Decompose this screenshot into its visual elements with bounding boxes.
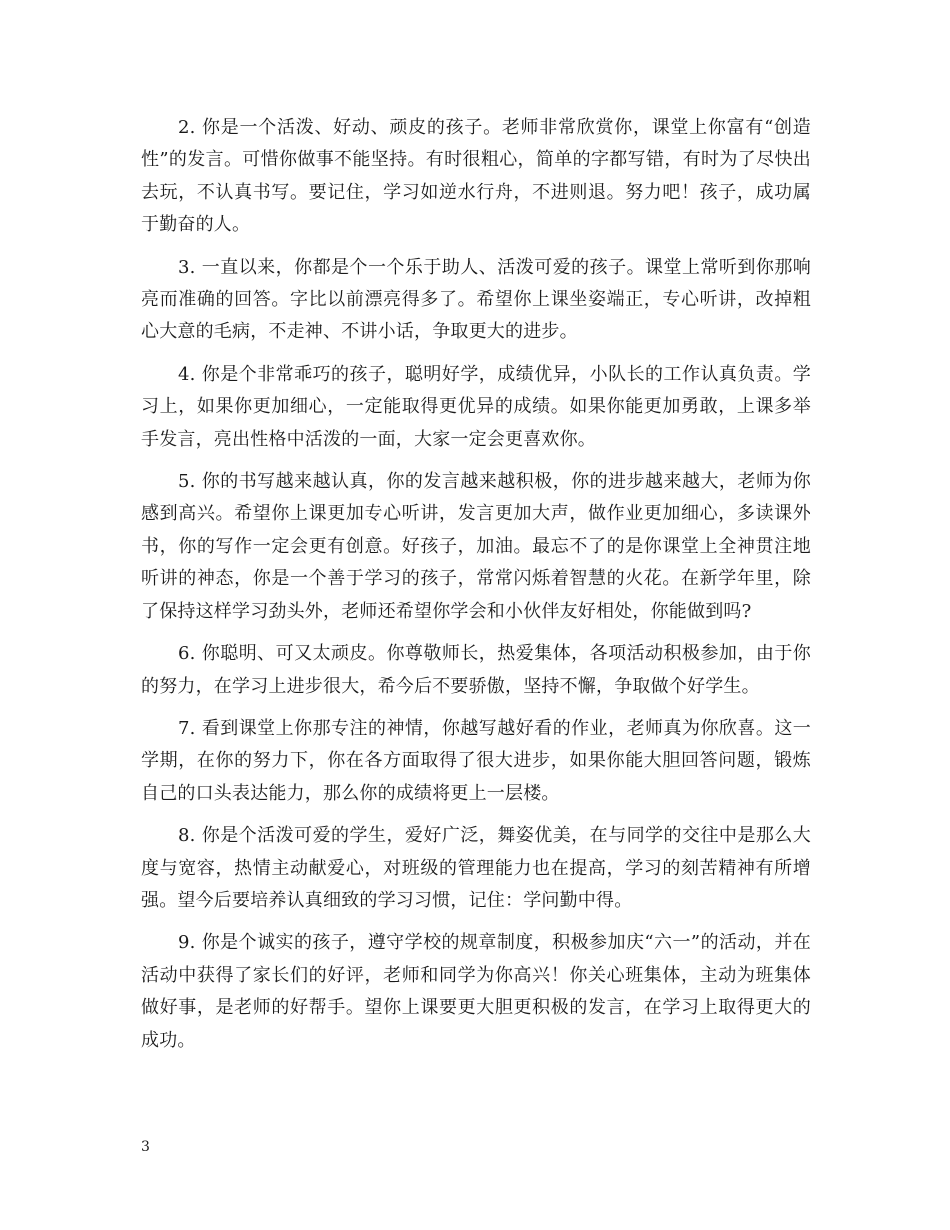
comment-paragraph-5: 5. 你的书写越来越认真，你的发言越来越积极，你的进步越来越大，老师为你感到高兴。希望你上课更加专心听讲，发言更加大声，做作业更加细心，多读课外书，你的写作一定会更有创意。好孩子，加油。最忘不了的是你课堂上全神贯注地听讲的神态，你是一个善于学习的孩子，常常闪烁着智慧的火花。在新学年里，除了保持这样学习劲头外，老师还希望你学会和小伙伴友好相处，你能做到吗? xyxy=(141,471,811,622)
comment-paragraph-3: 3. 一直以来，你都是个一个乐于助人、活泼可爱的孩子。课堂上常听到你那响亮而准确的回答。字比以前漂亮得多了。希望你上课坐姿端正，专心听讲，改掉粗心大意的毛病，不走神、不讲小话，争取更大的进步。 xyxy=(141,256,811,343)
document-body xyxy=(141,112,811,1067)
comment-paragraph-2: 2. 你是一个活泼、好动、顽皮的孩子。老师非常欣赏你，课堂上你富有“创造性”的发言。可惜你做事不能坚持。有时很粗心，简单的字都写错，有时为了尽快出去玩，不认真书写。要记住，学习如逆水行舟，不进则退。努力吧！孩子，成功属于勤奋的人。 xyxy=(141,117,811,236)
comment-paragraph-8: 8. 你是个活泼可爱的学生，爱好广泛，舞姿优美，在与同学的交往中是那么大度与宽容，热情主动献爱心，对班级的管理能力也在提高，学习的刻苦精神有所增强。望今后要培养认真细致的学习习惯，记住：学问勤中得。 xyxy=(141,825,811,911)
comment-paragraph-6: 6. 你聪明、可又太顽皮。你尊敬师长，热爱集体，各项活动积极参加，由于你的努力，在学习上进步很大，希今后不要骄傲，坚持不懈，争取做个好学生。 xyxy=(141,643,811,697)
page-number: 3 xyxy=(141,1139,150,1155)
comment-paragraph-9: 9. 你是个诚实的孩子，遵守学校的规章制度，积极参加庆“六一”的活动，并在活动中获得了家长们的好评，老师和同学为你高兴！你关心班集体，主动为班集体做好事，是老师的好帮手。望你上课要更大胆更积极的发言，在学习上取得更大的成功。 xyxy=(141,932,811,1051)
comment-paragraph-7: 7. 看到课堂上你那专注的神情，你越写越好看的作业，老师真为你欣喜。这一学期，在你的努力下，你在各方面取得了很大进步，如果你能大胆回答问题，锻炼自己的口头表达能力，那么你的成绩将更上一层楼。 xyxy=(141,717,811,804)
comment-paragraph-4: 4. 你是个非常乖巧的孩子，聪明好学，成绩优异，小队长的工作认真负责。学习上，如果你更加细心，一定能取得更优异的成绩。如果你能更加勇敢，上课多举手发言，亮出性格中活泼的一面，大家一定会更喜欢你。 xyxy=(141,363,811,450)
